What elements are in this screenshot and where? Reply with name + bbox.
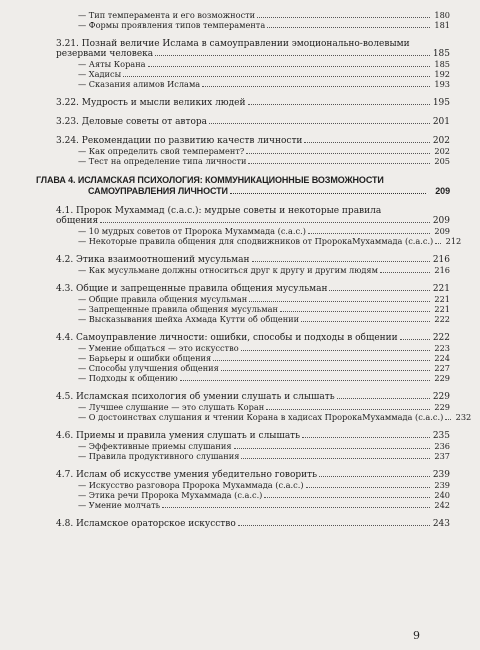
toc-entry: — Некоторые правила общения для сподвижников от Пророка Мухаммада (с.а.с.) 212 — [78, 236, 462, 246]
toc-entry: — Как мусульмане должны относиться друг к другу и другим людям 216 — [78, 265, 450, 275]
toc-section-4-4: 4.4. Самоуправление личности: ошибки, способы и подходы в общении 222 — [56, 333, 450, 343]
toc-entry: — Как определить свой темперамент? 202 — [78, 146, 450, 156]
toc-section-3-22: 3.22. Мудрость и мысли великих людей 195 — [56, 98, 450, 108]
toc-section-4-5: 4.5. Исламская психология об умении слушать и слышать 229 — [56, 392, 450, 402]
toc-entry: — Высказывания шейха Ахмада Кутти об общении 222 — [78, 314, 450, 324]
toc-entry: — Умение общаться — это искусство 223 — [78, 343, 450, 353]
toc-entry: — Барьеры и ошибки общения 224 — [78, 353, 450, 363]
toc-entry: — Лучшее слушание — это слушать Коран 229 — [78, 402, 450, 412]
page-number: 9 — [413, 629, 420, 642]
toc-entry: — Хадисы 192 — [78, 69, 450, 79]
toc-entry: — 10 мудрых советов от Пророка Мухаммада (с.а.с.) 209 — [78, 226, 450, 236]
chapter-heading: ГЛАВА 4. ИСЛАМСКАЯ ПСИХОЛОГИЯ: КОММУНИКАЦИОННЫЕ ВОЗМОЖНОСТИ САМОУПРАВЛЕНИЯ ЛИЧНОСТИ 209 — [36, 175, 450, 196]
toc-entry: — Этика речи Пророка Мухаммада (с.а.с.) 240 — [78, 490, 450, 500]
toc-entry: — О достоинствах слушания и чтении Корана в хадисах Пророка Мухаммада (с.а.с.) 232 — [78, 412, 472, 422]
toc-entry: — Запрещенные правила общения мусульман 221 — [78, 304, 450, 314]
toc-entry: — Правила продуктивного слушания 237 — [78, 451, 450, 461]
toc-section-3-23: 3.23. Деловые советы от автора 201 — [56, 117, 450, 127]
toc-entry: — Сказания алимов Ислама 193 — [78, 79, 450, 89]
toc-entry: — Тип темперамента и его возможности 180 — [78, 10, 450, 20]
toc-entry: — Тест на определение типа личности 205 — [78, 156, 450, 166]
toc-entry: — Аяты Корана 185 — [78, 59, 450, 69]
toc-section-3-24: 3.24. Рекомендации по развитию качеств личности 202 — [56, 136, 450, 146]
toc-entry: — Эффективные приемы слушания 236 — [78, 441, 450, 451]
toc-section-4-2: 4.2. Этика взаимоотношений мусульман 216 — [56, 255, 450, 265]
toc-entry: — Способы улучшения общения 227 — [78, 363, 450, 373]
toc-entry: — Подходы к общению 229 — [78, 373, 450, 383]
toc-entry: — Формы проявления типов темперамента 181 — [78, 20, 450, 30]
toc-entry: — Умение молчать 242 — [78, 500, 450, 510]
toc-section-3-21: 3.21. Познай величие Ислама в самоуправлении эмоционально-волевыми резервами человека 185 — [56, 39, 450, 59]
toc-section-4-3: 4.3. Общие и запрещенные правила общения мусульман 221 — [56, 284, 450, 294]
toc-entry: — Общие правила общения мусульман 221 — [78, 294, 450, 304]
toc-section-4-7: 4.7. Ислам об искусстве умения убедительно говорить 239 — [56, 470, 450, 480]
toc-entry: — Искусство разговора Пророка Мухаммада (с.а.с.) 239 — [78, 480, 450, 490]
toc-section-4-1: 4.1. Пророк Мухаммад (с.а.с.): мудрые советы и некоторые правила общения 209 — [56, 206, 450, 226]
toc-section-4-6: 4.6. Приемы и правила умения слушать и слышать 235 — [56, 431, 450, 441]
toc-section-4-8: 4.8. Исламское ораторское искусство 243 — [56, 519, 450, 529]
